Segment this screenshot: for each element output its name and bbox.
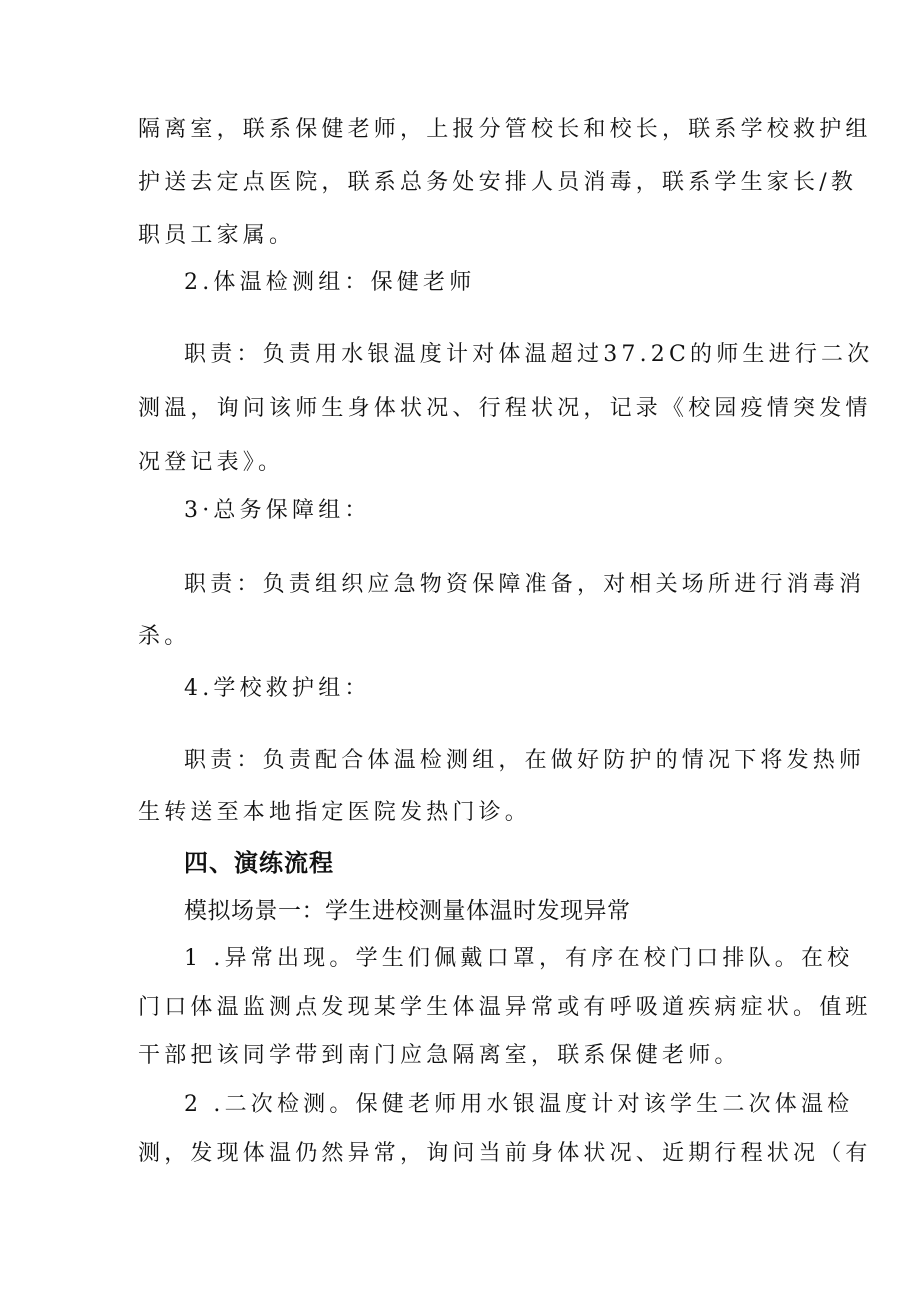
text-line: 职责：负责组织应急物资保障准备，对相关场所进行消毒消 [184, 572, 866, 597]
item-rescue-team: 4.学校救护组： [184, 676, 371, 701]
text-line: 杀。 [138, 624, 191, 649]
text-line: 护送去定点医院，联系总务处安排人员消毒，联系学生家长/教 [138, 170, 858, 195]
text-line: 职责：负责用水银温度计对体温超过37.2C的师生进行二次 [184, 342, 874, 367]
text-line: 生转送至本地指定医院发热门诊。 [138, 800, 532, 825]
text-line: 职责：负责配合体温检测组，在做好防护的情况下将发热师 [184, 748, 866, 773]
text-line: 1 .异常出现。学生们佩戴口罩，有序在校门口排队。在校 [184, 946, 854, 971]
text-line: 职员工家属。 [138, 223, 296, 248]
text-line: 门口体温监测点发现某学生体温异常或有呼吸道疾病症状。值班 [138, 995, 872, 1020]
item-temperature-team: 2.体温检测组：保健老师 [184, 270, 476, 295]
text-line: 2 .二次检测。保健老师用水银温度计对该学生二次体温检 [184, 1092, 854, 1117]
text-line: 测，发现体温仍然异常，询问当前身体状况、近期行程状况（有 [138, 1141, 872, 1166]
text-line: 测温，询问该师生身体状况、行程状况，记录《校园疫情突发情 [138, 396, 872, 421]
scenario-heading: 模拟场景一：学生进校测量体温时发现异常 [184, 898, 631, 924]
text-line: 干部把该同学带到南门应急隔离室，联系保健老师。 [138, 1043, 741, 1068]
text-line: 隔离室，联系保健老师，上报分管校长和校长，联系学校救护组 [138, 117, 872, 142]
section-heading: 四、演练流程 [184, 849, 334, 877]
item-logistics-team: 3·总务保障组： [184, 498, 371, 523]
text-line: 况登记表》。 [138, 450, 285, 475]
